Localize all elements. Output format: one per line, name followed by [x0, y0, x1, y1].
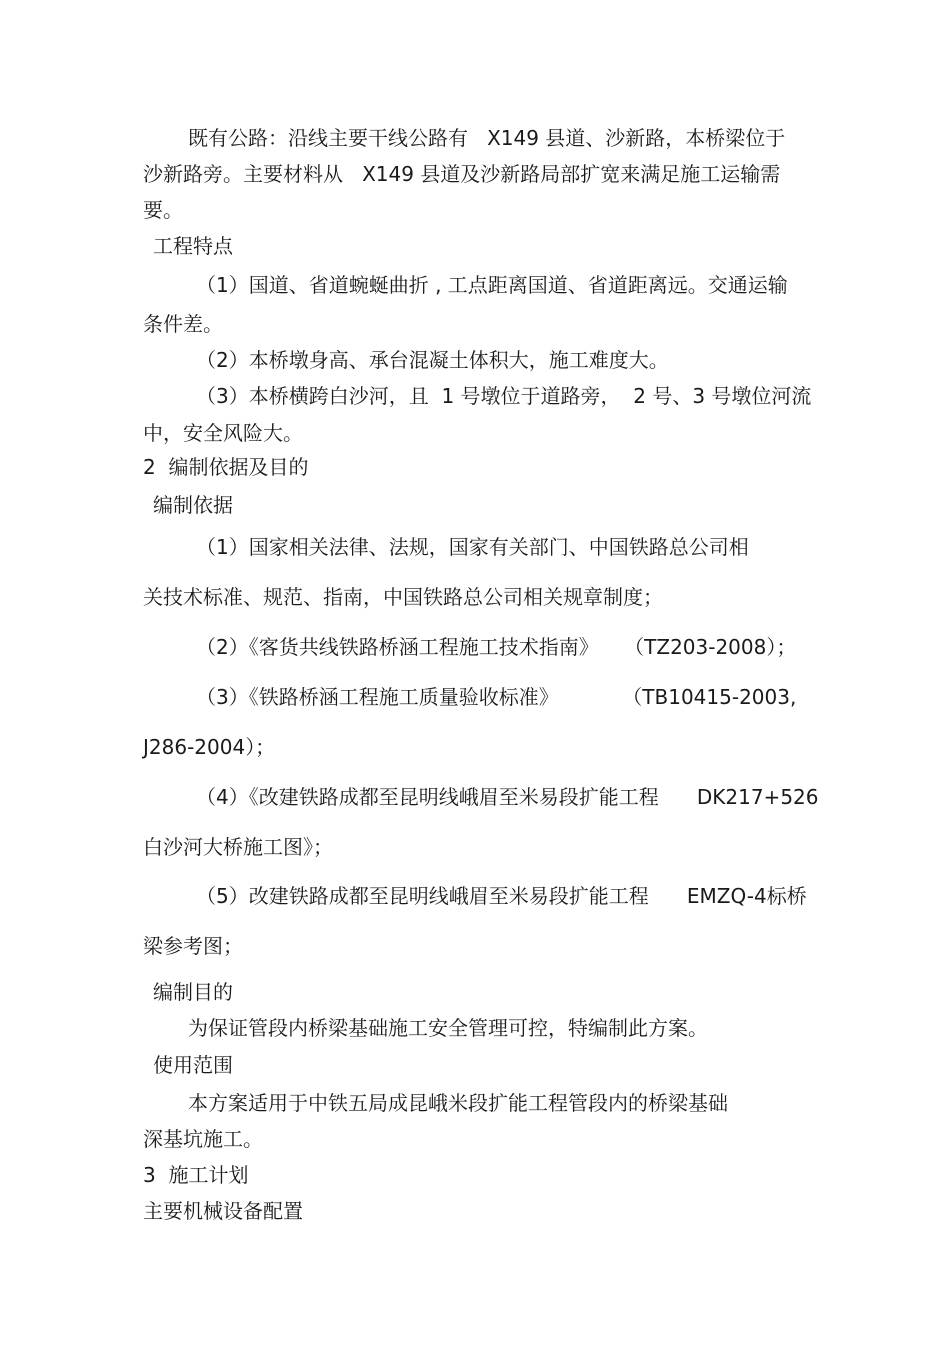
list-item: （5）改建铁路成都至昆明线峨眉至米易段扩能工程 EMZQ-4标桥: [196, 884, 807, 908]
section-heading: 工程特点: [153, 234, 233, 258]
paragraph-line: 为保证管段内桥梁基础施工安全管理可控，特编制此方案。: [188, 1016, 708, 1040]
paragraph-line: 要。: [143, 198, 183, 222]
paragraph-line: 深基坑施工。: [143, 1127, 263, 1151]
paragraph-line: 本方案适用于中铁五局成昆峨米段扩能工程管段内的桥梁基础: [188, 1091, 728, 1115]
list-item: （3）《铁路桥涵工程施工质量验收标准》 （TB10415-2003,: [196, 685, 797, 709]
paragraph-line: 白沙河大桥施工图》；: [143, 835, 333, 859]
section-heading: 主要机械设备配置: [143, 1199, 303, 1223]
list-item: （2）本桥墩身高、承台混凝土体积大，施工难度大。: [196, 348, 669, 372]
section-heading: 使用范围: [153, 1053, 233, 1077]
paragraph-line: 沙新路旁。主要材料从 X149 县道及沙新路局部扩宽来满足施工运输需: [143, 162, 781, 186]
list-item: （4）《改建铁路成都至昆明线峨眉至米易段扩能工程 DK217+526: [196, 785, 819, 809]
chapter-heading: 2 编制依据及目的: [143, 455, 309, 479]
paragraph-line: 条件差。: [143, 312, 223, 336]
section-heading: 编制依据: [153, 493, 233, 517]
chapter-heading: 3 施工计划: [143, 1163, 249, 1187]
list-item: （3）本桥横跨白沙河，且 1 号墩位于道路旁， 2 号、3 号墩位河流: [196, 384, 812, 408]
paragraph-line: 梁参考图；: [143, 934, 243, 958]
paragraph-line: 关技术标准、规范、指南，中国铁路总公司相关规章制度；: [143, 585, 663, 609]
section-heading: 编制目的: [153, 980, 233, 1004]
paragraph-line: 既有公路：沿线主要干线公路有 X149 县道、沙新路，本桥梁位于: [188, 126, 786, 150]
list-item: （1）国家相关法律、法规，国家有关部门、中国铁路总公司相: [196, 535, 749, 559]
paragraph-line: 中，安全风险大。: [143, 421, 303, 445]
list-item: （2）《客货共线铁路桥涵工程施工技术指南》 （TZ203-2008）；: [196, 635, 797, 659]
paragraph-line: J286-2004）；: [143, 735, 276, 759]
list-item: （1）国道、省道蜿蜒曲折 , 工点距离国道、省道距离远。交通运输: [196, 273, 788, 297]
